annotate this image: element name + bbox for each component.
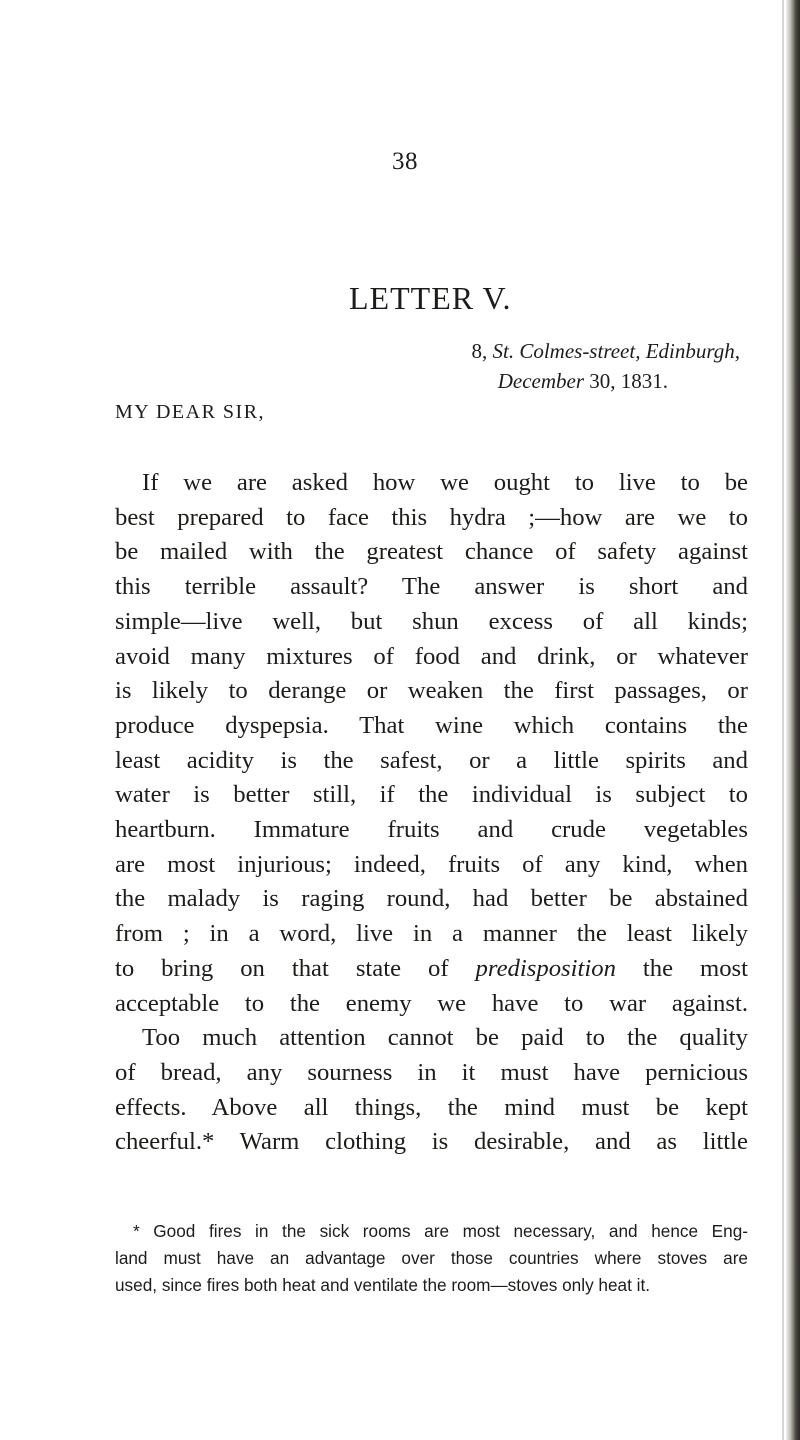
body-line: is likely to derange or weaken the first passages, or — [115, 677, 748, 705]
body-line: water is better still, if the individual is subject to — [115, 781, 748, 809]
emphasized-word: predisposition — [475, 954, 616, 982]
body-line: be mailed with the greatest chance of safety against — [115, 538, 748, 566]
footnote-line: used, since fires both heat and ventilate the room—stoves only heat it. — [115, 1275, 651, 1295]
body-line: from ; in a word, live in a manner the least likely — [115, 920, 748, 948]
body-line: acceptable to the enemy we have to war against. — [115, 989, 748, 1017]
dateline-month: December — [497, 369, 584, 393]
body-line: simple—live well, but shun excess of all kinds; — [115, 607, 748, 635]
footnote-line: * Good fires in the sick rooms are most necessary, and hence Eng- — [133, 1221, 748, 1241]
body-line-text: the most — [642, 954, 748, 982]
dateline-street: St. Colmes-street, Edinburgh, — [492, 339, 740, 363]
body-line: this terrible assault? The answer is short and — [115, 573, 748, 601]
page-edge-line — [782, 0, 784, 1440]
body-line: the malady is raging round, had better be abstained — [115, 885, 748, 913]
body-line: produce dyspepsia. That wine which contains the — [115, 711, 748, 739]
body-line: effects. Above all things, the mind must be kept — [115, 1093, 748, 1121]
body-line: cheerful.* Warm clothing is desirable, and as little — [115, 1128, 748, 1156]
body-line: heartburn. Immature fruits and crude vegetables — [115, 816, 748, 844]
dateline-address — [320, 336, 740, 366]
dateline-number: 8, — [471, 339, 488, 363]
letter-body — [115, 466, 748, 1160]
body-line: are most injurious; indeed, fruits of any kind, when — [115, 850, 748, 878]
body-line: least acidity is the safest, or a little spirits and — [115, 746, 748, 774]
footnote-line: land must have an advantage over those countries where stoves are — [115, 1248, 748, 1268]
page-number: 38 — [392, 148, 418, 175]
book-binding-edge — [786, 0, 800, 1440]
dateline-date — [320, 366, 740, 396]
body-line: best prepared to face this hydra ;—how are we to — [115, 503, 748, 531]
letter-title: LETTER V. — [349, 280, 512, 316]
dateline — [320, 336, 740, 396]
body-line: Too much attention cannot be paid to the quality — [142, 1024, 748, 1052]
body-line-text: to bring on that state of — [115, 954, 449, 982]
body-line: of bread, any sourness in it must have pernicious — [115, 1058, 748, 1086]
dateline-day-year: 30, 1831. — [589, 369, 668, 393]
body-line-predisposition — [115, 952, 748, 987]
body-line: avoid many mixtures of food and drink, or whatever — [115, 642, 748, 670]
salutation: MY DEAR SIR, — [115, 401, 266, 423]
body-line: If we are asked how we ought to live to be — [142, 469, 748, 496]
footnote — [115, 1218, 748, 1299]
